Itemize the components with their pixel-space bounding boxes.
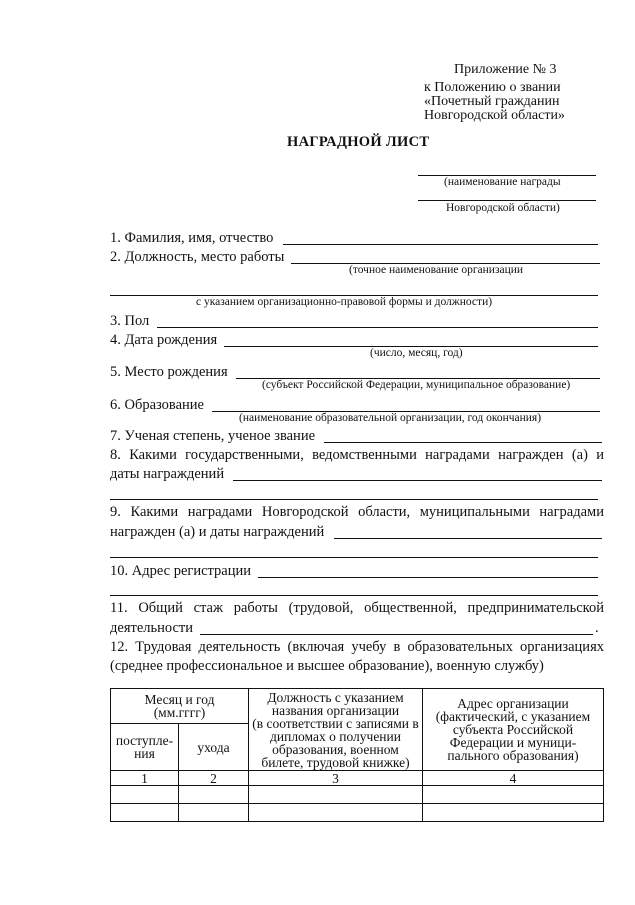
field-8-label-line-2: даты награждений: [110, 466, 225, 482]
table-number-row: [111, 771, 604, 786]
field-10-input-line-2[interactable]: [110, 595, 598, 596]
field-11-label-line-1: 11. Общий стаж работы (трудовой, общественной, предпринимательской: [110, 600, 604, 616]
field-2-label: 2. Должность, место работы: [110, 249, 285, 265]
field-12-label-line-1: 12. Трудовая деятельность (включая учебу в образовательных организациях: [110, 639, 604, 655]
header-position-note: (в соответствии с записями в дипломах о получении образования, военном билете, трудовой книжке): [252, 715, 419, 770]
table-row[interactable]: [111, 786, 604, 804]
table-cell[interactable]: [249, 804, 423, 822]
field-5-hint: (субъект Российской Федерации, муниципальное образование): [262, 379, 571, 391]
field-9-label-line-1: 9. Какими наградами Новгородской области, муниципальными наградами: [110, 504, 604, 520]
header-entry: поступле- ния: [111, 724, 179, 771]
header-address: [423, 689, 604, 771]
col-number-1: 1: [111, 771, 179, 786]
field-6-hint: (наименование образовательной организации, год окончания): [239, 412, 542, 424]
field-3-input-line[interactable]: [157, 327, 598, 328]
header-format-label: (мм.гггг): [153, 705, 206, 720]
employment-table: [110, 688, 604, 822]
col-number-4: 4: [423, 771, 604, 786]
field-4-hint: (число, месяц, год): [370, 347, 463, 359]
award-caption-1: (наименование награды: [444, 176, 561, 188]
table-row[interactable]: [111, 804, 604, 822]
table-cell[interactable]: [423, 786, 604, 804]
table-cell[interactable]: [111, 804, 179, 822]
field-8-input-line[interactable]: [233, 480, 602, 481]
field-8-label-line-1: 8. Какими государственными, ведомственными наградами награжден (а) и: [110, 447, 604, 463]
table-header-row-1: [111, 689, 604, 724]
header-month-year: [111, 689, 249, 724]
table-cell[interactable]: [111, 786, 179, 804]
regulation-ref-line-2: «Почетный гражданин: [424, 94, 560, 109]
field-3-label: 3. Пол: [110, 313, 150, 329]
page-title: НАГРАДНОЙ ЛИСТ: [287, 134, 430, 150]
appendix-number: Приложение № 3: [454, 62, 557, 77]
field-6-label: 6. Образование: [110, 397, 204, 413]
field-9-label-line-2: награжден (а) и даты награждений: [110, 524, 325, 540]
field-9-input-line[interactable]: [334, 538, 602, 539]
field-2-hint-1: (точное наименование организации: [349, 264, 524, 276]
field-2-hint-2: с указанием организационно-правовой формы и должности): [196, 296, 493, 308]
field-9-input-line-2[interactable]: [110, 557, 598, 558]
header-address-label: Адрес организации (фактический, с указанием субъекта Российской Федерации и муници-пального образования): [435, 696, 591, 763]
header-exit: ухода: [179, 724, 249, 771]
field-4-label: 4. Дата рождения: [110, 332, 218, 348]
field-11-period: .: [595, 620, 599, 636]
header-position: [249, 689, 423, 771]
field-10-label: 10. Адрес регистрации: [110, 563, 252, 579]
field-7-input-line[interactable]: [324, 442, 602, 443]
field-11-label-line-2: деятельности: [110, 620, 194, 636]
header-month-year-label: Месяц и год: [144, 692, 215, 707]
table-cell[interactable]: [249, 786, 423, 804]
field-10-input-line[interactable]: [258, 577, 598, 578]
field-11-input-line[interactable]: [200, 634, 593, 635]
field-1-input-line[interactable]: [283, 244, 598, 245]
table-cell[interactable]: [423, 804, 604, 822]
field-1-label: 1. Фамилия, имя, отчество: [110, 230, 274, 246]
col-number-3: 3: [249, 771, 423, 786]
regulation-ref-line-1: к Положению о звании: [424, 80, 561, 95]
header-position-label: Должность с указанием названия организации: [267, 689, 404, 718]
field-12-label-line-2: (среднее профессиональное и высшее образование), военную службу): [110, 658, 544, 674]
award-caption-2: Новгородской области): [446, 202, 560, 214]
field-8-input-line-2[interactable]: [110, 499, 598, 500]
col-number-2: 2: [179, 771, 249, 786]
field-7-label: 7. Ученая степень, ученое звание: [110, 428, 316, 444]
table-cell[interactable]: [179, 786, 249, 804]
regulation-ref-line-3: Новгородской области»: [424, 108, 565, 123]
table-cell[interactable]: [179, 804, 249, 822]
field-5-label: 5. Место рождения: [110, 364, 228, 380]
award-name-line-2[interactable]: [418, 200, 596, 201]
